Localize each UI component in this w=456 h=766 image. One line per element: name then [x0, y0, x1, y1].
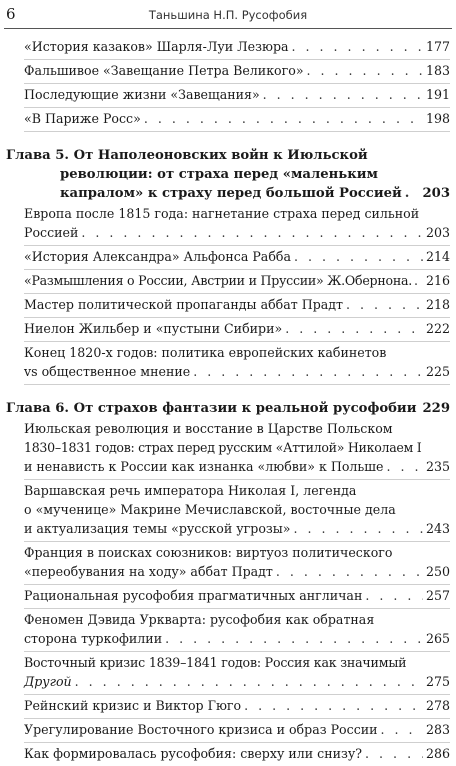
entry-title-line: Другой	[24, 674, 72, 689]
chapter-title-line: капралом» к страху перед большой Россией	[60, 186, 402, 201]
entry-title: «Размышления о России, Австрии и Пруссии» Ж.Обернона.	[24, 273, 412, 288]
chapter-5	[6, 146, 450, 385]
entry-title-line: Россией	[24, 225, 79, 240]
toc-entry	[24, 695, 450, 719]
entry-page: 283	[425, 722, 450, 737]
entry-page: 250	[425, 564, 450, 579]
toc-entry	[24, 108, 450, 132]
toc-entry	[24, 342, 450, 385]
entry-title-line: vs общественное мнение	[24, 364, 191, 379]
chapter-page: 229	[422, 401, 451, 416]
entry-title-line: и ненависть к России как изнанка «любви» к Польше	[24, 459, 384, 474]
toc-entry	[24, 652, 450, 695]
entry-title: Рациональная русофобия прагматичных англичан	[24, 588, 363, 603]
entry-title-line: Восточный кризис 1839–1841 годов: Россия как значимый	[24, 655, 407, 670]
chapter-6	[6, 399, 450, 766]
entry-page: 222	[425, 321, 450, 336]
entry-title: Мастер политической пропаганды аббат Прадт	[24, 297, 344, 312]
toc-entry	[24, 60, 450, 84]
toc-entry	[24, 480, 450, 542]
entry-page: 278	[425, 698, 450, 713]
toc-entry	[24, 246, 450, 270]
table-of-contents	[6, 36, 450, 766]
entry-page: 257	[425, 588, 450, 603]
entry-title-line: Варшавская речь императора Николая I, легенда	[24, 483, 357, 498]
toc-entry	[24, 609, 450, 652]
entry-page: 218	[425, 297, 450, 312]
entry-title: Урегулирование Восточного кризиса и образ России	[24, 722, 378, 737]
toc-entry	[24, 84, 450, 108]
toc-entry	[24, 203, 450, 246]
entry-title: Фальшивое «Завещание Петра Великого»	[24, 63, 304, 78]
chapter-title-line: Глава 5. От Наполеоновских войн к Июльской	[6, 148, 368, 163]
toc-entry	[24, 743, 450, 766]
entry-page: 286	[425, 746, 450, 761]
entry-title-line: 1830–1831 годов: страх перед русским «Аттилой» Николаем I	[24, 440, 422, 455]
entry-page: 183	[425, 63, 450, 78]
entry-title: Последующие жизни «Завещания»	[24, 87, 260, 102]
entry-title-line: Франция в поисках союзников: виртуоз политического	[24, 545, 393, 560]
entry-page: 214	[425, 249, 450, 264]
chapter-page: 203	[422, 186, 450, 201]
entry-title: «История казаков» Шарля-Луи Лезюра	[24, 39, 289, 54]
toc-entry	[24, 719, 450, 743]
entry-title-line: «переобувания на ходу» аббат Прадт	[24, 564, 273, 579]
chapter-5-heading	[6, 146, 450, 203]
toc-section-top	[6, 36, 450, 132]
entry-title: «История Александра» Альфонса Рабба	[24, 249, 291, 264]
entry-page: 216	[425, 273, 450, 288]
entry-page: 198	[425, 111, 450, 126]
entry-page: 265	[425, 631, 450, 646]
toc-entry	[24, 585, 450, 609]
entry-title-line: Конец 1820-х годов: политика европейских кабинетов	[24, 345, 387, 360]
entry-page: 191	[425, 87, 450, 102]
toc-entry	[24, 542, 450, 585]
entry-title-line: и актуализация темы «русской угрозы»	[24, 521, 291, 536]
entry-title-line: о «мученице» Макрине Мечиславской, восточные дела	[24, 502, 396, 517]
entry-page: 203	[425, 225, 450, 240]
running-title: Таньшина Н.П. Русофобия	[148, 8, 308, 22]
chapter-title-line: Глава 6. От страхов фантазии к реальной русофобии	[6, 401, 417, 416]
toc-entry	[24, 418, 450, 480]
entry-page: 243	[425, 521, 450, 536]
chapter-title-line: революции: от страха перед «маленьким	[60, 167, 379, 182]
page-header	[4, 2, 452, 29]
toc-entry	[24, 294, 450, 318]
entry-title: Ниелон Жильбер и «пустыни Сибири»	[24, 321, 283, 336]
entry-page: 275	[425, 674, 450, 689]
entry-title-line: Июльская революция и восстание в Царстве Польском	[24, 421, 393, 436]
entry-title-line: Феномен Дэвида Уркварта: русофобия как обратная	[24, 612, 375, 627]
toc-entry	[24, 270, 450, 294]
entry-title-line: Европа после 1815 года: нагнетание страха перед сильной	[24, 206, 420, 221]
toc-entry	[24, 36, 450, 60]
entry-page: 235	[425, 459, 450, 474]
entry-title: Рейнский кризис и Виктор Гюго	[24, 698, 242, 713]
entry-title-line: сторона туркофилии	[24, 631, 163, 646]
entry-title: Как формировалась русофобия: сверху или снизу?	[24, 746, 363, 761]
entry-title: «В Париже Росс»	[24, 111, 141, 126]
toc-entry	[24, 318, 450, 342]
chapter-6-heading	[6, 399, 450, 418]
entry-page: 225	[425, 364, 450, 379]
entry-page: 177	[425, 39, 450, 54]
page-number: 6	[6, 5, 16, 23]
